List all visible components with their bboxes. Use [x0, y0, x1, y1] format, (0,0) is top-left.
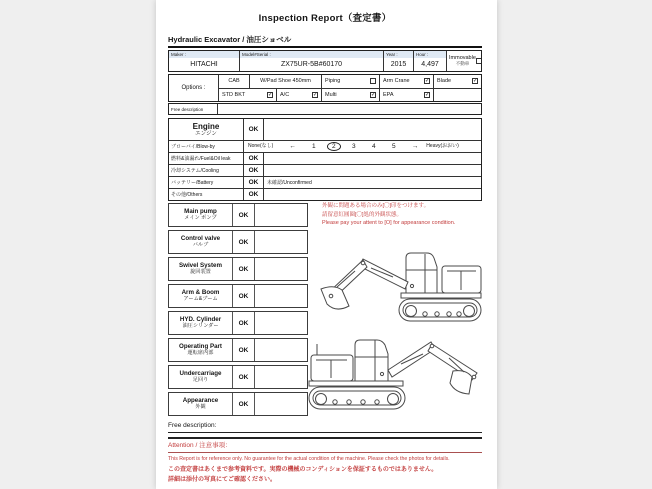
appearance-remark	[255, 393, 307, 415]
option-std-bkt-label: STD BKT	[222, 91, 246, 98]
footer-divider	[168, 437, 482, 439]
swivel-system-label-en: Swivel System	[179, 262, 222, 269]
option-ac-label: A/C	[280, 91, 290, 98]
option-piping-label: Piping	[325, 78, 341, 85]
arm-crane-checkbox[interactable]: ✓	[425, 78, 430, 85]
engine-status: OK	[243, 119, 263, 140]
options-table	[168, 74, 482, 102]
model-value: ZX75UR-5B#60170	[280, 60, 343, 68]
item-box-operating-part	[168, 338, 308, 362]
blowby-left-arrow: ←	[289, 143, 296, 150]
hyd-cylinder-label-jp: 油圧シリンダー	[182, 323, 219, 329]
cooling-status: OK	[243, 165, 263, 176]
hyd-cylinder-remark	[255, 312, 307, 334]
maker-label: Maker :	[169, 51, 239, 58]
blowby-scale-4: 4	[371, 143, 376, 150]
arm-boom-label-en: Arm & Boom	[181, 289, 220, 296]
piping-checkbox[interactable]	[370, 78, 376, 84]
battery-label: バッテリー/Battery	[171, 180, 214, 186]
cooling-label: 冷却システム/Cooling	[171, 168, 219, 174]
epa-checkbox[interactable]: ✓	[425, 91, 430, 98]
std-bkt-checkbox[interactable]: ✓	[268, 91, 273, 98]
immovable-cell	[446, 51, 481, 71]
blowby-row	[169, 140, 481, 152]
free-description-row	[168, 103, 482, 115]
battery-status: OK	[243, 177, 263, 188]
model-label: Model#Serial :	[240, 51, 383, 58]
option-std-bkt	[219, 89, 276, 101]
item-box-appearance	[168, 392, 308, 416]
model-cell	[239, 51, 383, 71]
options-label: Options :	[169, 75, 219, 101]
engine-row-fuel-oil-leak	[169, 152, 481, 164]
appearance-status: OK	[233, 393, 255, 415]
ac-checkbox[interactable]: ✓	[313, 91, 318, 98]
fuel-oil-leak-label: 燃料&油漏れ/Fuel&Oil leak	[171, 156, 231, 162]
immovable-label-en: Immovable	[449, 55, 476, 61]
item-box-control-valve	[168, 230, 308, 254]
appearance-label-en: Appearance	[182, 397, 219, 404]
option-empty-cell	[433, 89, 481, 101]
engine-row-others	[169, 188, 481, 200]
cooling-remark	[263, 165, 481, 176]
option-multi-label: Multi	[325, 91, 337, 98]
swivel-system-remark	[255, 258, 307, 280]
option-arm-crane-label: Arm Crane	[383, 78, 410, 85]
swivel-system-label-jp: 旋回装置	[190, 269, 211, 275]
hour-label: Hour :	[414, 51, 446, 58]
appearance-note-line-cn: 請留意紅圓圈[〇]処的外観状態。	[322, 211, 403, 218]
engine-title-jp: エンジン	[195, 130, 217, 137]
item-box-hyd-cylinder	[168, 311, 308, 335]
others-status: OK	[243, 189, 263, 200]
blowby-scale-5: 5	[391, 143, 396, 150]
option-cab: CAB	[228, 78, 240, 85]
section-heading: Hydraulic Excavator / 油圧ショベル	[168, 35, 482, 48]
operating-part-label-en: Operating Part	[179, 343, 222, 350]
engine-row-cooling	[169, 164, 481, 176]
hour-value: 4,497	[421, 60, 439, 68]
option-epa-label: EPA	[383, 91, 394, 98]
appearance-note-line-en: Please pay your attent to [O] for appearance condition.	[322, 220, 456, 226]
blowby-scale-2-selected: 2	[327, 142, 341, 151]
attention-line-en: This Report is for reference only. No guarantee for the actual condition of the machine. Please check the photos for details.	[168, 456, 450, 462]
fuel-oil-leak-remark	[263, 153, 481, 164]
engine-table	[168, 118, 482, 201]
multi-checkbox[interactable]: ✓	[371, 91, 376, 98]
item-box-undercarriage	[168, 365, 308, 389]
item-box-arm-boom	[168, 284, 308, 308]
year-cell	[383, 51, 413, 71]
main-pump-status: OK	[233, 204, 255, 226]
engine-row-battery	[169, 176, 481, 188]
option-ac	[276, 89, 321, 101]
others-label: その他/Others	[171, 192, 203, 198]
option-blade	[433, 75, 481, 88]
attention-heading: Attention / 注意事項：	[168, 442, 482, 453]
hyd-cylinder-status: OK	[233, 312, 255, 334]
undercarriage-status: OK	[233, 366, 255, 388]
option-arm-crane	[379, 75, 433, 88]
attention-section	[168, 442, 482, 484]
hyd-cylinder-label-en: HYD. Cylinder	[179, 316, 222, 323]
control-valve-label-en: Control valve	[180, 235, 221, 242]
main-pump-label-jp: メイン ポンプ	[184, 215, 217, 221]
option-blade-label: Blade	[437, 78, 452, 85]
blowby-none-label: None(なし)	[248, 143, 274, 149]
undercarriage-label-jp: 足回り	[192, 377, 209, 383]
swivel-system-status: OK	[233, 258, 255, 280]
page-title: Inspection Report（査定書）	[258, 13, 392, 24]
item-box-main-pump	[168, 203, 308, 227]
report-page	[156, 0, 497, 489]
arm-boom-remark	[255, 285, 307, 307]
free-description-row-value[interactable]	[217, 104, 481, 114]
year-value: 2015	[390, 60, 407, 68]
maker-value: HITACHI	[190, 60, 218, 68]
others-remark	[263, 189, 481, 200]
main-pump-remark	[255, 204, 307, 226]
blowby-heavy-label: Heavy(おおい)	[426, 143, 459, 149]
option-epa	[379, 89, 433, 101]
fuel-oil-leak-status: OK	[243, 153, 263, 164]
operating-part-status: OK	[233, 339, 255, 361]
blowby-scale-3: 3	[351, 143, 356, 150]
blade-checkbox[interactable]: ✓	[473, 78, 478, 85]
undercarriage-label-en: Undercarriage	[179, 370, 222, 377]
blowby-right-arrow: →	[411, 143, 419, 150]
engine-title-en: Engine	[192, 121, 220, 131]
attention-line-jp2: 詳細は添付の写真にてご確認ください。	[168, 477, 277, 483]
immovable-label-jp: 不動車	[455, 61, 470, 66]
attention-line-jp1: この査定書はあくまで参考資料です。実際の機械のコンディションを保証するものではありません。	[168, 466, 438, 473]
appearance-label-jp: 外観	[195, 404, 206, 410]
hour-cell	[413, 51, 446, 71]
operating-part-remark	[255, 339, 307, 361]
maker-cell	[169, 51, 239, 71]
option-wpad-shoe: W/Pad Shoe 450mm	[249, 75, 321, 88]
operating-part-label-jp: 運転席内部	[187, 350, 214, 356]
machine-header-table	[168, 50, 482, 72]
inspection-items	[168, 203, 482, 416]
option-piping	[321, 75, 379, 88]
free-description-footer: Free description:	[168, 421, 482, 433]
immovable-checkbox[interactable]	[476, 58, 481, 64]
blowby-scale-1: 1	[311, 143, 316, 150]
engine-section-title	[169, 119, 243, 140]
blowby-scale	[243, 141, 481, 152]
item-box-swivel-system	[168, 257, 308, 281]
free-description-row-label: Free description	[171, 106, 204, 112]
appearance-note-line-jp: 外観に問題ある場合のみ[〇]印をつけます。	[322, 203, 430, 209]
undercarriage-remark	[255, 366, 307, 388]
control-valve-remark	[255, 231, 307, 253]
control-valve-label-jp: バルブ	[192, 242, 209, 248]
battery-remark: 未確認/Unconfirmed	[263, 177, 481, 188]
option-multi	[321, 89, 379, 101]
engine-header-remark	[263, 119, 481, 140]
arm-boom-label-jp: アーム&ブーム	[183, 296, 218, 302]
blowby-label: ブローバイ/Blow-by	[171, 144, 215, 150]
main-pump-label-en: Main pump	[184, 208, 217, 215]
control-valve-status: OK	[233, 231, 255, 253]
year-label: Year :	[384, 51, 413, 58]
arm-boom-status: OK	[233, 285, 255, 307]
